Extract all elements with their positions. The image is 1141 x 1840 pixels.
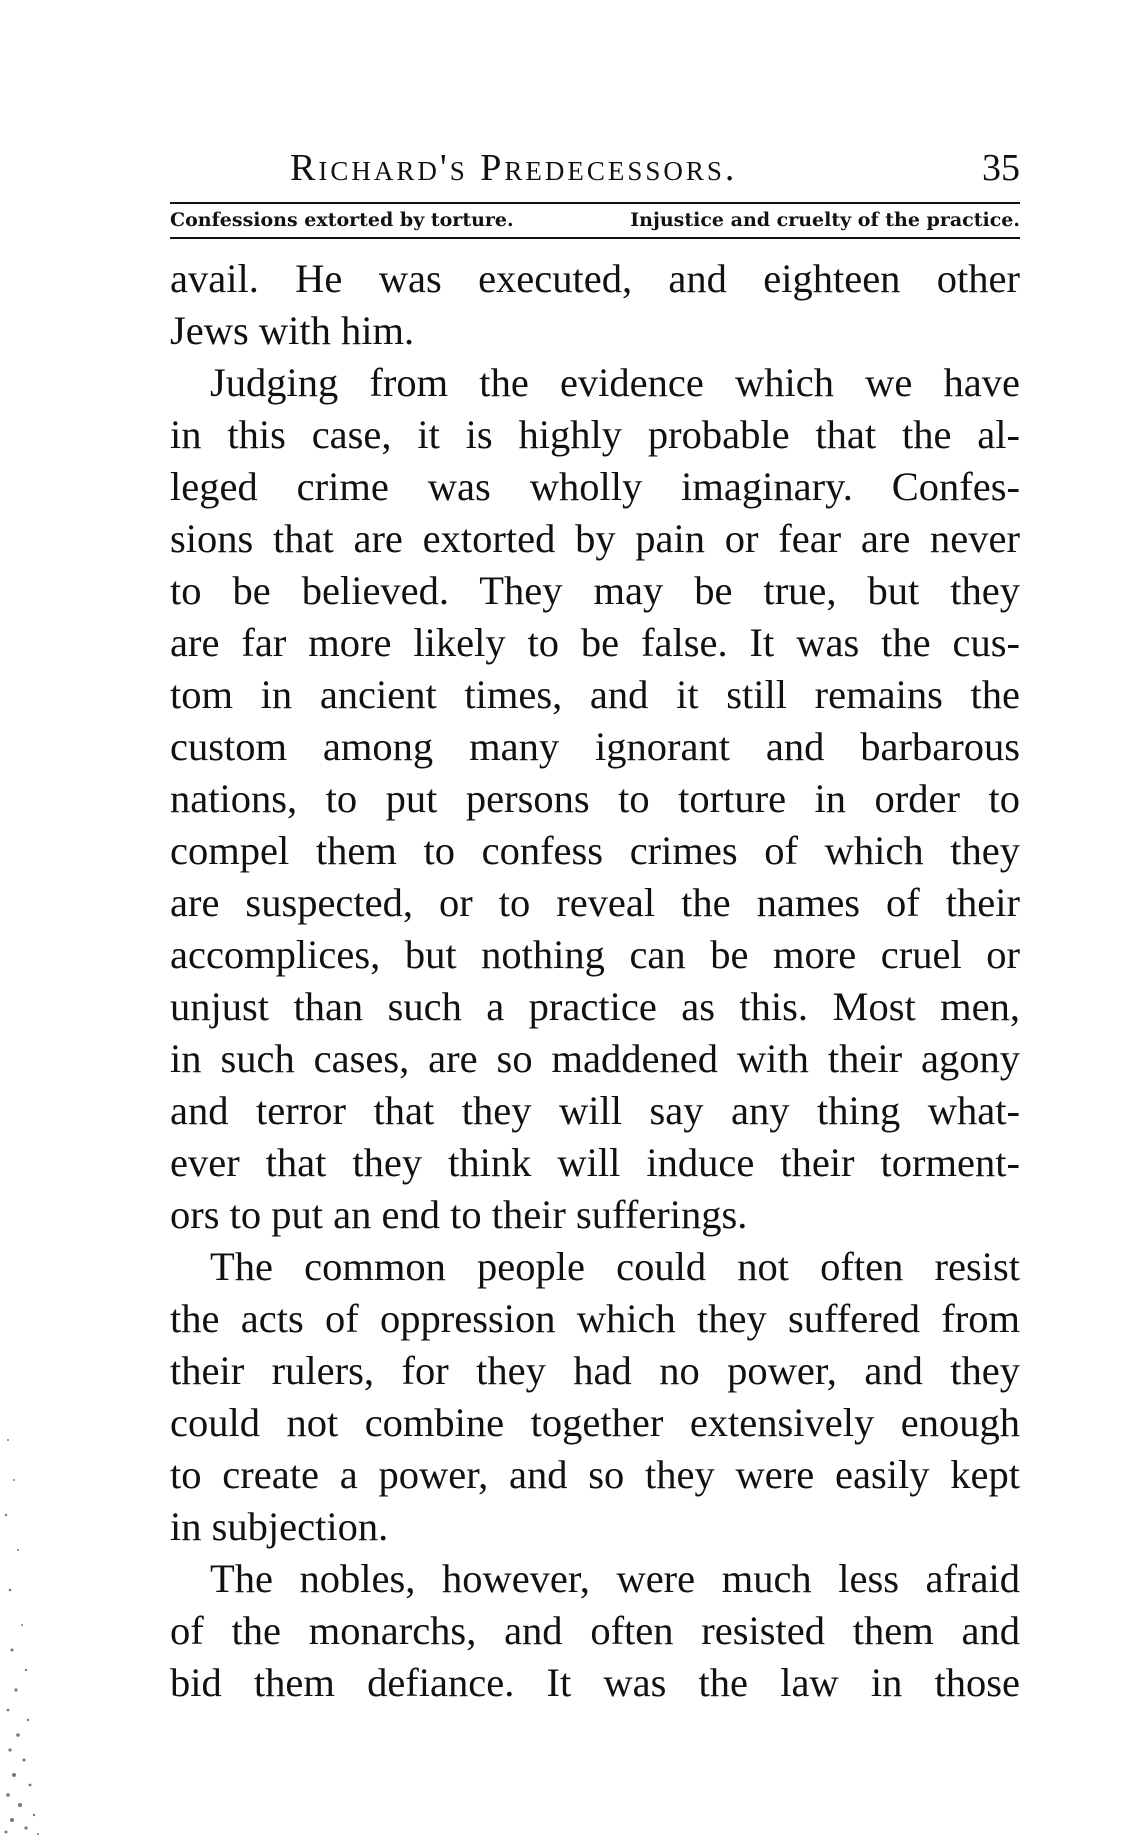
text-line: in this case, it is highly probable that the al- [170,412,1020,457]
header-rule-bottom [170,237,1020,239]
side-note-right: Injustice and cruelty of the practice. [630,209,1020,231]
text-line: to be believed. They may be true, but they [170,568,1020,613]
text-line: are far more likely to be false. It was the cus- [170,620,1020,665]
text-line: of the monarchs, and often resisted them and [170,1608,1020,1653]
text-line: are suspected, or to reveal the names of their [170,880,1020,925]
text-line: could not combine together extensively enough [170,1400,1020,1445]
page-number: 35 [982,147,1020,189]
text-line: their rulers, for they had no power, and they [170,1348,1020,1393]
text-line: tom in ancient times, and it still remains the [170,672,1020,717]
text-line: and terror that they will say any thing what- [170,1088,1020,1133]
text-line: custom among many ignorant and barbarous [170,724,1020,769]
text-line: to create a power, and so they were easily kept [170,1452,1020,1497]
text-line: The common people could not often resist [210,1244,1020,1289]
text-line: unjust than such a practice as this. Most men, [170,984,1020,1029]
scan-edge-speckle [0,1420,45,1840]
text-line: leged crime was wholly imaginary. Confes- [170,464,1020,509]
text-line: ors to put an end to their sufferings. [170,1192,748,1237]
text-line: in such cases, are so maddened with their agony [170,1036,1020,1081]
text-line: accomplices, but nothing can be more cruel or [170,932,1020,977]
side-note-left: Confessions extorted by torture. [170,209,514,231]
text-line: ever that they think will induce their torment- [170,1140,1020,1185]
side-notes [170,204,1020,237]
text-line: in subjection. [170,1504,389,1549]
text-line: compel them to confess crimes of which they [170,828,1020,873]
text-line: sions that are extorted by pain or fear are never [170,516,1020,561]
text-line: Judging from the evidence which we have [210,360,1020,405]
book-page [170,140,1020,1709]
text-line: bid them defiance. It was the law in those [170,1660,1020,1705]
running-head [170,140,1020,202]
text-line: Jews with him. [170,308,415,353]
text-line: avail. He was executed, and eighteen other [170,256,1020,301]
running-title: Richard's Predecessors. [290,147,738,189]
body-text [170,253,1020,1709]
text-line: the acts of oppression which they suffered from [170,1296,1020,1341]
text-line: nations, to put persons to torture in order to [170,776,1020,821]
text-line: The nobles, however, were much less afraid [210,1556,1020,1601]
